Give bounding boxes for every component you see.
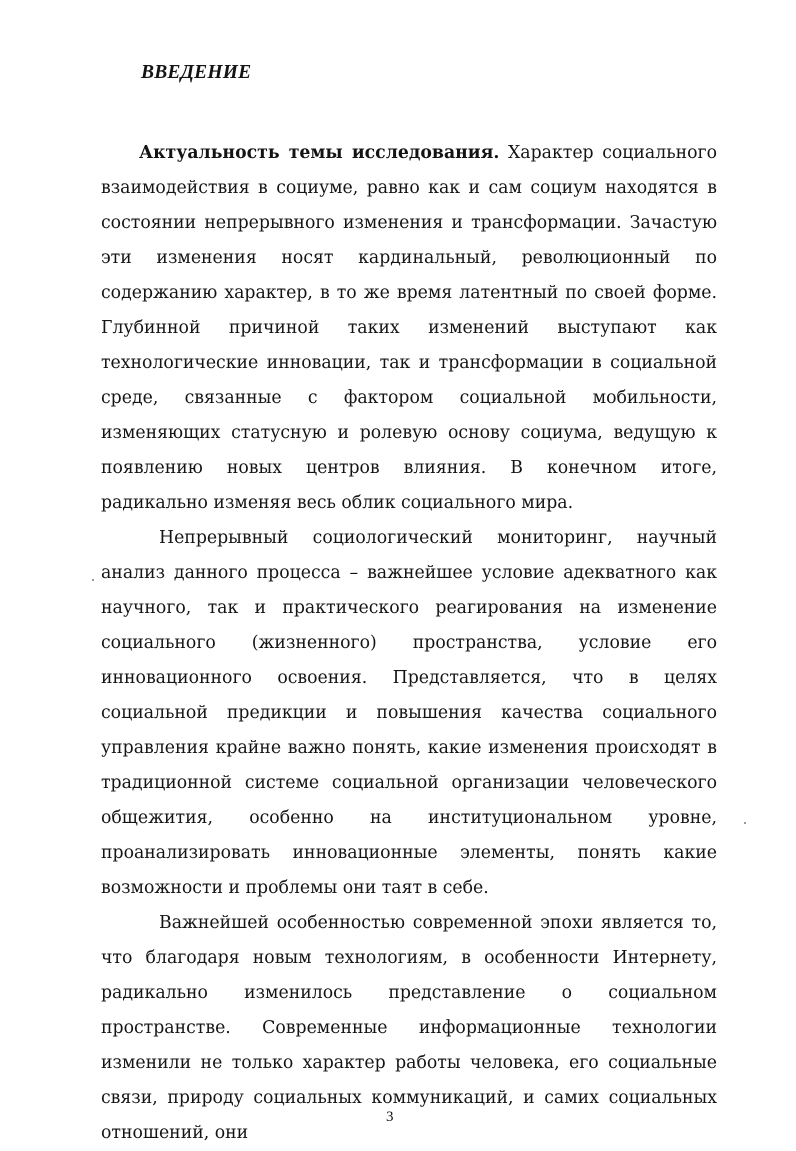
relevance-lead: Актуальность темы исследования. [139, 143, 500, 163]
paragraph-modern-epoch: Важнейшей особенностью современной эпохи является то, что благодаря новым технологиям, в особенности Интернету, радикально изменилось представление о социальном пространстве. Современные информационные технологии изменили не только характер работы человека, его социальные связи, природу социальных коммуникаций, и самих социальных отношений, они [101, 913, 717, 1143]
relevance-text: Характер социального взаимодействия в социуме, равно как и сам социум находятся в состоянии непрерывного изменения и трансформации. Зачастую эти изменения носят кардинальный, революционный по содержанию характер, в то же время латентный по своей форме. Глубинной причиной таких изменений выступают как технологические инновации, так и трансформации в социальной среде, связанные с фактором социальной мобильности, изменяющих статусную и ролевую основу социума, ведущую к появлению новых центров влияния. В конечном итоге, радикально изменяя весь облик социального мира. [101, 143, 717, 513]
body-text [101, 136, 717, 1151]
section-heading: ВВЕДЕНИЕ [141, 62, 252, 83]
paragraph-relevance [101, 136, 717, 521]
scan-speck [92, 579, 94, 581]
scan-speck [744, 822, 746, 824]
page-number: 3 [386, 1109, 394, 1125]
paragraph-monitoring: Непрерывный социологический мониторинг, научный анализ данного процесса – важнейшее условие адекватного как научного, так и практического реагирования на изменение социального (жизненного) пространства, условие его инновационного освоения. Представляется, что в целях социальной предикции и повышения качества социального управления крайне важно понять, какие изменения происходят в традиционной системе социальной организации человеческого общежития, особенно на институциональном уровне, проанализировать инновационные элементы, понять какие возможности и проблемы они таят в себе. [101, 528, 717, 898]
